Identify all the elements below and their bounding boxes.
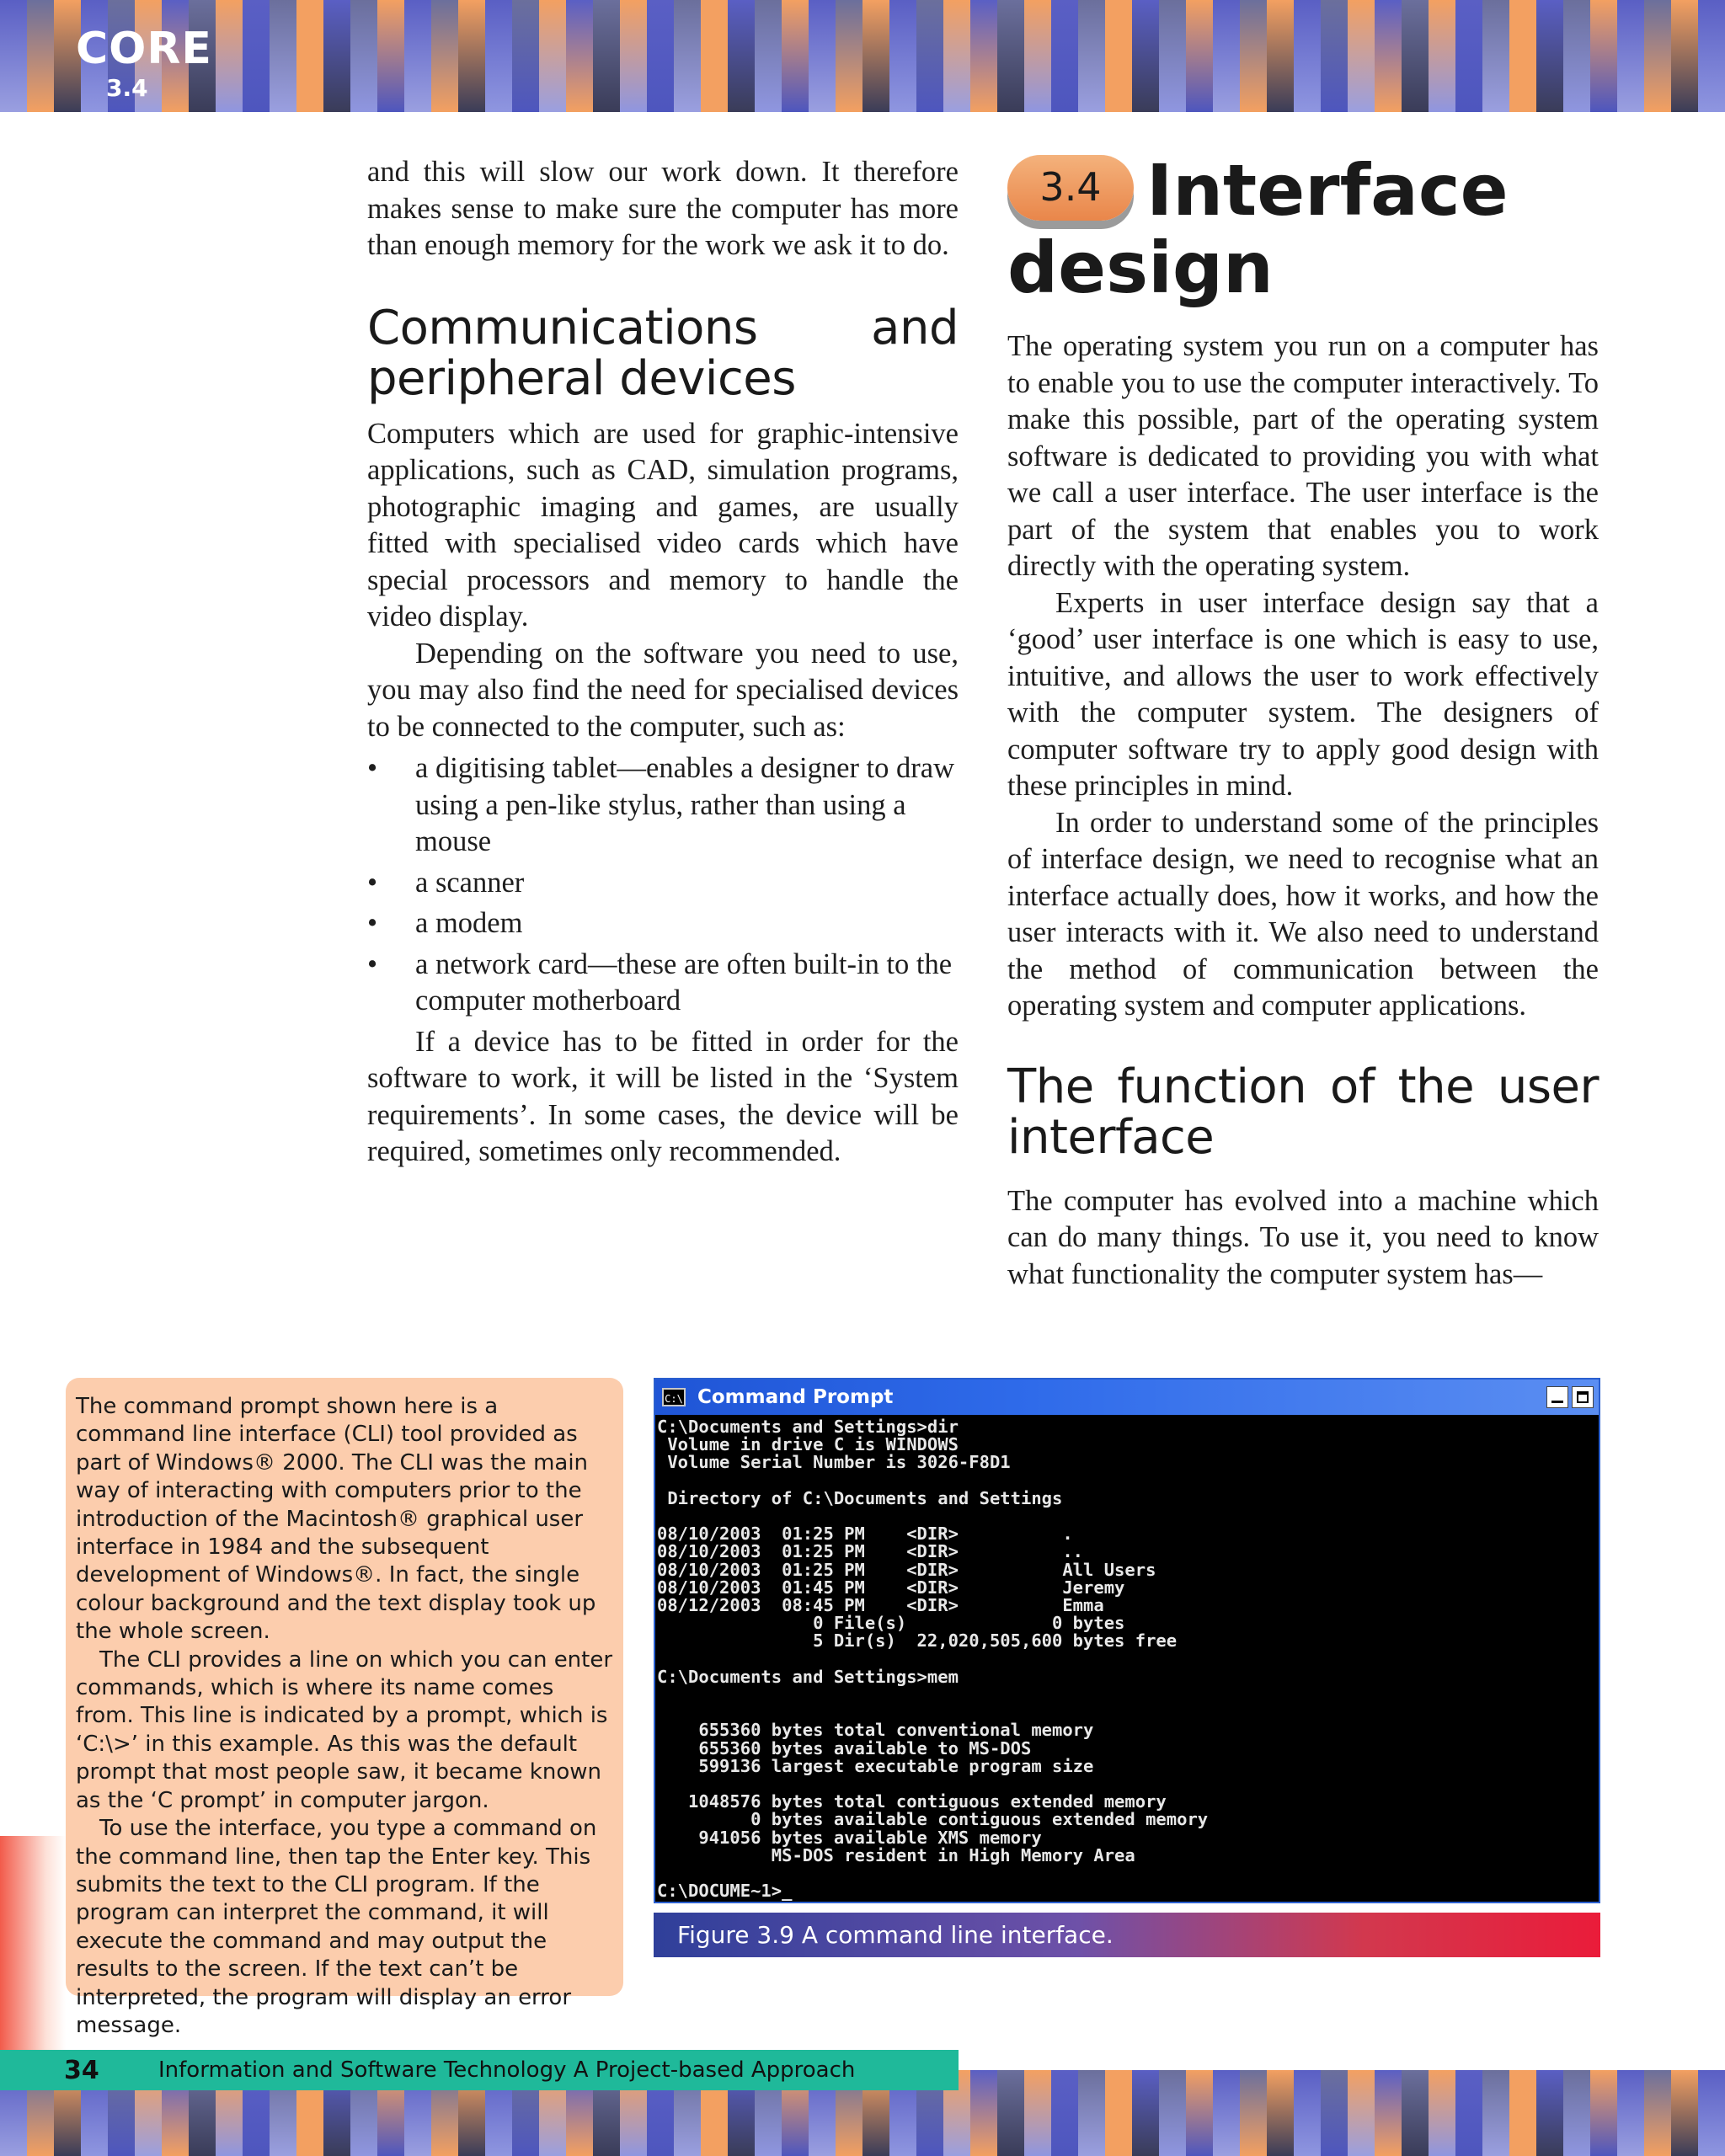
console-line: MS-DOS resident in High Memory Area bbox=[657, 1844, 1135, 1865]
mosaic-tile bbox=[1563, 2070, 1590, 2156]
window-titlebar bbox=[655, 1380, 1599, 1415]
mosaic-tile bbox=[1078, 2070, 1105, 2156]
maximize-button[interactable] bbox=[1572, 1386, 1594, 1408]
console-line: 08/10/2003 01:25 PM <DIR> . bbox=[657, 1524, 1073, 1545]
heading-user-interface-function: The function of the user interface bbox=[1007, 1059, 1599, 1165]
console-line: 08/10/2003 01:25 PM <DIR> All Users bbox=[657, 1559, 1156, 1580]
mosaic-tile bbox=[0, 0, 27, 112]
heading-communications: Communications and peripheral devices bbox=[367, 300, 959, 406]
console-line: 599136 largest executable program size bbox=[657, 1755, 1094, 1776]
console-line: 655360 bytes available to MS-DOS bbox=[657, 1737, 1032, 1758]
note-paragraph: The CLI provides a line on which you can enter commands, which is where its name comes from. This line is indicated by a prompt, which is ‘C:\>’ in this example. As this was the default prompt that most people saw, it became known as the ‘C prompt’ in computer jargon. bbox=[76, 1646, 613, 1813]
mosaic-tile bbox=[970, 0, 997, 112]
console-line: Volume in drive C is WINDOWS bbox=[657, 1434, 959, 1455]
mosaic-tile bbox=[997, 2070, 1024, 2156]
console-line bbox=[657, 1686, 1599, 1704]
mosaic-tile bbox=[458, 0, 485, 112]
mosaic-tile bbox=[889, 0, 916, 112]
console-line: 5 Dir(s) 22,020,505,600 bytes free bbox=[657, 1630, 1178, 1652]
mosaic-tile bbox=[1375, 2070, 1402, 2156]
mosaic-tile bbox=[1159, 2070, 1186, 2156]
mosaic-tile bbox=[1024, 0, 1051, 112]
footer-bar bbox=[0, 2050, 959, 2090]
mosaic-tile bbox=[296, 0, 323, 112]
paragraph: The computer has evolved into a machine which can do many things. To use it, you need to know what functionality the computer system has— bbox=[1007, 1184, 1599, 1290]
bullet-icon: • bbox=[367, 866, 378, 899]
mosaic-tile bbox=[1267, 0, 1294, 112]
accent-strip bbox=[0, 1836, 66, 2051]
mosaic-tile bbox=[997, 0, 1024, 112]
section-number: 3.4 bbox=[106, 74, 148, 102]
mosaic-tile bbox=[1536, 2070, 1563, 2156]
section-title: Interface design bbox=[1007, 149, 1509, 309]
mosaic-tile bbox=[216, 0, 243, 112]
mosaic-tile bbox=[27, 0, 54, 112]
paragraph: If a device has to be fitted in order for the software to work, it will be listed in the ‘System requirements’. In some cases, the device will be required, sometimes only recommended. bbox=[367, 1025, 959, 1167]
mosaic-tile bbox=[1455, 2070, 1482, 2156]
mosaic-tile bbox=[1240, 2070, 1267, 2156]
mosaic-tile bbox=[1159, 0, 1186, 112]
mosaic-tile bbox=[862, 0, 889, 112]
mosaic-tile bbox=[1509, 2070, 1536, 2156]
mosaic-tile bbox=[916, 0, 943, 112]
mosaic-tile bbox=[1482, 2070, 1509, 2156]
mosaic-tile bbox=[1348, 0, 1375, 112]
console-line: C:\Documents and Settings>dir bbox=[657, 1417, 959, 1437]
figure-caption: Figure 3.9 A command line interface. bbox=[654, 1913, 1600, 1957]
note-paragraph: The command prompt shown here is a command line interface (CLI) tool provided as part of Windows® 2000. The CLI was the main way of interacting with computers prior to the introduction of the Macintosh® graphical user interface in 1984 and the subsequent development of Windows®. In fact, the single colour background and the text display took up the whole screen. bbox=[76, 1394, 596, 1645]
sidebar-note bbox=[66, 1378, 623, 2038]
mosaic-tile bbox=[836, 0, 862, 112]
console-line bbox=[657, 1704, 1599, 1721]
mosaic-tile bbox=[1240, 0, 1267, 112]
console-line: C:\Documents and Settings>mem bbox=[657, 1666, 959, 1687]
mosaic-tile bbox=[701, 0, 728, 112]
window-title: Command Prompt bbox=[697, 1386, 894, 1408]
mosaic-tile bbox=[1105, 0, 1132, 112]
mosaic-tile bbox=[1536, 0, 1563, 112]
console-line bbox=[657, 1472, 1599, 1490]
console-line: 08/10/2003 01:25 PM <DIR> .. bbox=[657, 1541, 1084, 1562]
bullet-icon: • bbox=[367, 947, 378, 980]
bullet-icon: • bbox=[367, 907, 378, 939]
mosaic-tile bbox=[1132, 2070, 1159, 2156]
bullet-icon: • bbox=[367, 752, 378, 784]
mosaic-tile bbox=[431, 0, 458, 112]
mosaic-tile bbox=[1429, 0, 1455, 112]
mosaic-tile bbox=[970, 2070, 997, 2156]
mosaic-tile bbox=[1509, 0, 1536, 112]
mosaic-tile bbox=[1617, 0, 1644, 112]
section-label: CORE bbox=[76, 24, 212, 74]
console-line bbox=[657, 1508, 1599, 1525]
console-line: 0 bytes available contiguous extended memory bbox=[657, 1809, 1209, 1830]
mosaic-tile bbox=[270, 0, 296, 112]
mosaic-tile bbox=[1213, 0, 1240, 112]
mosaic-tile bbox=[782, 0, 809, 112]
mosaic-tile bbox=[1698, 2070, 1725, 2156]
console-line: Volume Serial Number is 3026-F8D1 bbox=[657, 1452, 1011, 1473]
device-list bbox=[367, 750, 959, 1020]
mosaic-tile bbox=[404, 0, 431, 112]
paragraph: Computers which are used for graphic-intensive applications, such as CAD, simulation programs, photographic imaging and games, are usually fitted with specialised video cards which have special processors and memory to handle the video display. bbox=[367, 417, 959, 632]
console-icon: C:\ bbox=[662, 1388, 686, 1406]
section-heading bbox=[1007, 149, 1599, 320]
mosaic-tile bbox=[755, 0, 782, 112]
minimize-button[interactable] bbox=[1546, 1386, 1568, 1408]
paragraph: Experts in user interface design say that a ‘good’ user interface is one which is easy to use, intuitive, and allows the user to work effectively with the computer system. The designers of computer software try to apply good design with these principles in mind. bbox=[1007, 586, 1599, 802]
section-badge: 3.4 bbox=[1007, 155, 1134, 221]
mosaic-tile bbox=[1321, 0, 1348, 112]
mosaic-tile bbox=[1698, 0, 1725, 112]
mosaic-tile bbox=[1294, 2070, 1321, 2156]
console-line: 941056 bytes available XMS memory bbox=[657, 1827, 1042, 1848]
intro-paragraph: and this will slow our work down. It therefore makes sense to make sure the computer has more than enough memory for the work we ask it to do. bbox=[367, 156, 959, 261]
mosaic-tile bbox=[1321, 2070, 1348, 2156]
mosaic-tile bbox=[350, 0, 377, 112]
mosaic-tile bbox=[1132, 0, 1159, 112]
console-line: 08/12/2003 08:45 PM <DIR> Emma bbox=[657, 1595, 1104, 1616]
right-column bbox=[1007, 149, 1599, 1293]
list-item: • a network card—these are often built-in to the computer motherboard bbox=[367, 947, 953, 1017]
mosaic-tile bbox=[1455, 0, 1482, 112]
note-paragraph: To use the interface, you type a command on the command line, then tap the Enter key. This submits the text to the CLI program. If the program can interpret the command, it will execute the command and may output the results to the screen. If the text can’t be interpreted, the program will display an error message. bbox=[76, 1816, 597, 2038]
mosaic-tile bbox=[1644, 0, 1671, 112]
mosaic-tile bbox=[1105, 2070, 1132, 2156]
mosaic-tile bbox=[1078, 0, 1105, 112]
mosaic-tile bbox=[485, 0, 512, 112]
mosaic-tile bbox=[1590, 0, 1617, 112]
mosaic-tile bbox=[593, 0, 620, 112]
command-prompt-window bbox=[654, 1378, 1600, 1903]
mosaic-tile bbox=[809, 0, 836, 112]
mosaic-tile bbox=[566, 0, 593, 112]
console-line: 0 File(s) 0 bytes bbox=[657, 1613, 1125, 1634]
mosaic-tile bbox=[1051, 0, 1078, 112]
console-line: 655360 bytes total conventional memory bbox=[657, 1720, 1094, 1741]
mosaic-tile bbox=[1402, 0, 1429, 112]
mosaic-tile bbox=[1186, 0, 1213, 112]
mosaic-tile bbox=[1482, 0, 1509, 112]
mosaic-tile bbox=[620, 0, 647, 112]
mosaic-tile bbox=[512, 0, 539, 112]
console-line: 1048576 bytes total contiguous extended memory bbox=[657, 1791, 1167, 1812]
mosaic-tile bbox=[647, 0, 674, 112]
header-mosaic-banner bbox=[0, 0, 1725, 112]
mosaic-tile bbox=[1590, 2070, 1617, 2156]
mosaic-tile bbox=[539, 0, 566, 112]
console-line: 08/10/2003 01:45 PM <DIR> Jeremy bbox=[657, 1577, 1125, 1598]
mosaic-tile bbox=[1267, 2070, 1294, 2156]
page-number: 34 bbox=[64, 2055, 99, 2085]
paragraph: In order to understand some of the principles of interface design, we need to recognise what an interface actually does, how it works, and how the user interacts with it. We also need to understand the method of communication between the operating system and computer applications. bbox=[1007, 806, 1599, 1022]
left-column bbox=[367, 154, 959, 1171]
console-output[interactable] bbox=[655, 1415, 1599, 1900]
mosaic-tile bbox=[1051, 2070, 1078, 2156]
console-line: Directory of C:\Documents and Settings bbox=[657, 1487, 1063, 1508]
mosaic-tile bbox=[1402, 2070, 1429, 2156]
mosaic-tile bbox=[1563, 0, 1590, 112]
mosaic-tile bbox=[1671, 2070, 1698, 2156]
console-line bbox=[657, 1865, 1599, 1882]
mosaic-tile bbox=[1024, 2070, 1051, 2156]
list-item: • a modem bbox=[367, 905, 959, 942]
paragraph: The operating system you run on a computer has to enable you to use the computer interactively. To make this possible, part of the operating system software is dedicated to providing you with what we call a user interface. The user interface is the part of the system that enables you to work directly with the operating system. bbox=[1007, 330, 1599, 582]
mosaic-tile bbox=[674, 0, 701, 112]
paragraph: Depending on the software you need to use, you may also find the need for specialised devices to be connected to the computer, such as: bbox=[367, 637, 959, 743]
mosaic-tile bbox=[323, 0, 350, 112]
mosaic-tile bbox=[1294, 0, 1321, 112]
mosaic-tile bbox=[1375, 0, 1402, 112]
list-item: • a scanner bbox=[367, 865, 959, 902]
mosaic-tile bbox=[1186, 2070, 1213, 2156]
console-line bbox=[657, 1651, 1599, 1668]
mosaic-tile bbox=[943, 0, 970, 112]
list-item: • a digitising tablet—enables a designer to draw using a pen-like stylus, rather than using a mouse bbox=[367, 752, 954, 857]
mosaic-tile bbox=[377, 0, 404, 112]
console-line: C:\DOCUME~1>_ bbox=[657, 1881, 793, 1902]
mosaic-tile bbox=[1671, 0, 1698, 112]
mosaic-tile bbox=[1617, 2070, 1644, 2156]
console-line bbox=[657, 1775, 1599, 1793]
mosaic-tile bbox=[728, 0, 755, 112]
mosaic-tile bbox=[243, 0, 270, 112]
book-title: Information and Software Technology A Project-based Approach bbox=[158, 2057, 856, 2083]
mosaic-tile bbox=[1213, 2070, 1240, 2156]
mosaic-tile bbox=[1644, 2070, 1671, 2156]
mosaic-tile bbox=[1429, 2070, 1455, 2156]
mosaic-tile bbox=[1348, 2070, 1375, 2156]
